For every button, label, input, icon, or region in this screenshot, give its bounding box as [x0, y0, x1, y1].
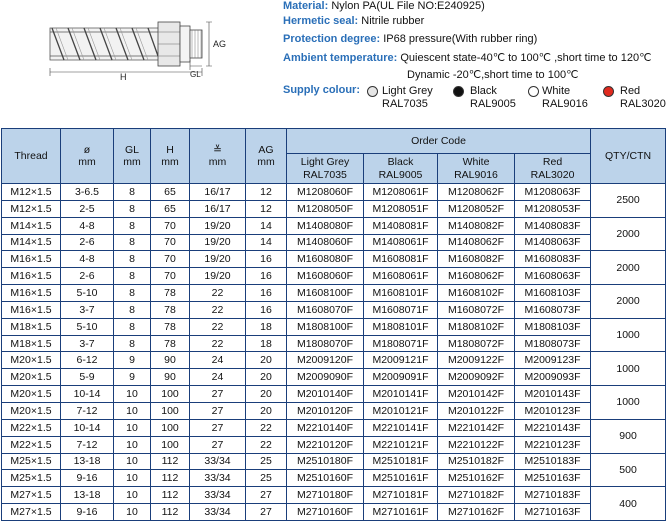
table-row: [2, 285, 666, 302]
product-spec-header: [0, 0, 667, 128]
cell-code-red: M2710163F: [515, 504, 591, 521]
cell-gl: 8: [114, 234, 151, 251]
cell-code-white: M1608072F: [438, 301, 515, 318]
table-row: [2, 369, 666, 386]
colour-code-light-grey: RAL7035: [382, 98, 428, 110]
cell-ag: 20: [246, 369, 287, 386]
cell-gl: 10: [114, 402, 151, 419]
spec-seal: [283, 15, 424, 27]
cell-code-light-grey: M2010120F: [287, 402, 364, 419]
spec-value: Dynamic -20℃,short time to 100℃: [407, 69, 579, 81]
cell-code-red: M1808103F: [515, 318, 591, 335]
cell-h: 70: [151, 251, 190, 268]
cell-ag: 20: [246, 402, 287, 419]
cell-wrench-size: 22: [190, 318, 246, 335]
spec-label: Ambient temperature:: [283, 52, 398, 64]
cell-h: 112: [151, 504, 190, 521]
header-label: White: [462, 155, 490, 168]
cell-thread: M14×1.5: [2, 217, 61, 234]
cell-gl: 10: [114, 487, 151, 504]
cell-cable-range: 2-6: [61, 268, 114, 285]
cell-wrench-size: 27: [190, 436, 246, 453]
header-label: Light Grey: [300, 155, 350, 168]
cell-h: 90: [151, 352, 190, 369]
cell-code-white: M2210142F: [438, 419, 515, 436]
table-row: [2, 217, 666, 234]
cell-code-light-grey: M1608070F: [287, 301, 364, 318]
cell-code-light-grey: M2710180F: [287, 487, 364, 504]
header-label: H: [166, 144, 174, 156]
colour-code-white: RAL9016: [542, 98, 588, 110]
table-row: [2, 234, 666, 251]
cell-code-white: M1608082F: [438, 251, 515, 268]
cell-code-light-grey: M1608100F: [287, 285, 364, 302]
cell-cable-range: 5-10: [61, 285, 114, 302]
cell-code-white: M1808102F: [438, 318, 515, 335]
spec-label: Material:: [283, 0, 329, 12]
colour-name-light-grey: Light Grey: [382, 85, 433, 97]
cell-code-black: M1408061F: [364, 234, 438, 251]
cell-code-red: M1608083F: [515, 251, 591, 268]
cell-thread: M27×1.5: [2, 487, 61, 504]
header-thread: Thread: [2, 129, 61, 184]
table-row: [2, 184, 666, 201]
cell-code-light-grey: M2510160F: [287, 470, 364, 487]
cell-wrench-size: 27: [190, 419, 246, 436]
cell-code-light-grey: M2009120F: [287, 352, 364, 369]
cell-code-white: M1208052F: [438, 200, 515, 217]
header-wrench: [190, 129, 246, 184]
cell-code-black: M1608071F: [364, 301, 438, 318]
cell-code-black: M2510161F: [364, 470, 438, 487]
cell-code-red: M1208053F: [515, 200, 591, 217]
header-light-grey: [287, 154, 364, 184]
table-row: [2, 419, 666, 436]
header-ag: [246, 129, 287, 184]
cell-gl: 10: [114, 419, 151, 436]
cell-code-white: M2510182F: [438, 453, 515, 470]
cell-qty-ctn: 1000: [591, 386, 666, 420]
cell-ag: 25: [246, 470, 287, 487]
cell-code-white: M2010122F: [438, 402, 515, 419]
colour-name-black: Black: [470, 85, 497, 97]
cell-wrench-size: 33/34: [190, 470, 246, 487]
header-code: RAL7035: [303, 168, 347, 181]
cell-code-light-grey: M2009090F: [287, 369, 364, 386]
cell-cable-range: 3-7: [61, 301, 114, 318]
cell-code-black: M2510181F: [364, 453, 438, 470]
cell-cable-range: 7-12: [61, 402, 114, 419]
cell-code-light-grey: M2710160F: [287, 504, 364, 521]
cell-cable-range: 4-8: [61, 251, 114, 268]
cell-code-white: M1408082F: [438, 217, 515, 234]
cell-h: 78: [151, 318, 190, 335]
header-label: AG: [258, 144, 274, 156]
cell-code-black: M2010121F: [364, 402, 438, 419]
cell-code-light-grey: M1208050F: [287, 200, 364, 217]
cell-code-black: M1808071F: [364, 335, 438, 352]
cell-code-white: M1208062F: [438, 184, 515, 201]
cell-code-black: M2710181F: [364, 487, 438, 504]
cell-code-red: M1608103F: [515, 285, 591, 302]
cell-gl: 8: [114, 251, 151, 268]
cell-gl: 9: [114, 369, 151, 386]
cell-code-white: M2009122F: [438, 352, 515, 369]
spec-value: IP68 pressure(With rubber ring): [383, 33, 538, 45]
cell-code-red: M2710183F: [515, 487, 591, 504]
cell-wrench-size: 16/17: [190, 184, 246, 201]
cell-thread: M22×1.5: [2, 419, 61, 436]
cell-thread: M25×1.5: [2, 470, 61, 487]
spec-value: Quiescent state-40℃ to 100℃ ,short time to 120℃: [400, 52, 652, 64]
cell-h: 112: [151, 487, 190, 504]
cell-thread: M20×1.5: [2, 386, 61, 403]
cell-thread: M16×1.5: [2, 251, 61, 268]
cell-code-red: M2210143F: [515, 419, 591, 436]
table-row: [2, 386, 666, 403]
cell-code-black: M1808101F: [364, 318, 438, 335]
cell-ag: 20: [246, 352, 287, 369]
cell-h: 78: [151, 335, 190, 352]
cell-qty-ctn: 400: [591, 487, 666, 521]
cell-code-white: M2710182F: [438, 487, 515, 504]
cell-gl: 8: [114, 301, 151, 318]
cell-wrench-size: 27: [190, 386, 246, 403]
cell-wrench-size: 24: [190, 369, 246, 386]
header-label: Red: [542, 155, 563, 168]
cell-code-light-grey: M2210120F: [287, 436, 364, 453]
header-white: [438, 154, 515, 184]
cell-qty-ctn: 500: [591, 453, 666, 487]
cell-thread: M18×1.5: [2, 335, 61, 352]
table-row: [2, 436, 666, 453]
header-h: [151, 129, 190, 184]
cell-cable-range: 9-16: [61, 504, 114, 521]
table-row: [2, 470, 666, 487]
cell-code-black: M2210141F: [364, 419, 438, 436]
cell-gl: 8: [114, 268, 151, 285]
cell-code-light-grey: M1408080F: [287, 217, 364, 234]
cell-ag: 12: [246, 200, 287, 217]
cell-code-black: M2210121F: [364, 436, 438, 453]
cell-thread: M22×1.5: [2, 436, 61, 453]
cell-h: 90: [151, 369, 190, 386]
cell-code-red: M2510163F: [515, 470, 591, 487]
cell-h: 78: [151, 285, 190, 302]
cell-code-black: M1608101F: [364, 285, 438, 302]
cell-code-white: M1608102F: [438, 285, 515, 302]
cell-code-light-grey: M1208060F: [287, 184, 364, 201]
cell-code-light-grey: M2010140F: [287, 386, 364, 403]
cell-cable-range: 9-16: [61, 470, 114, 487]
cell-code-light-grey: M1608060F: [287, 268, 364, 285]
cell-gl: 10: [114, 504, 151, 521]
header-order-code: Order Code: [287, 129, 591, 154]
cell-cable-range: 5-10: [61, 318, 114, 335]
cell-wrench-size: 19/20: [190, 268, 246, 285]
spec-value: Nitrile rubber: [361, 15, 425, 27]
spec-protection: [283, 33, 537, 45]
cell-thread: M20×1.5: [2, 352, 61, 369]
cell-ag: 22: [246, 436, 287, 453]
cell-code-white: M1608062F: [438, 268, 515, 285]
cell-code-white: M2210122F: [438, 436, 515, 453]
colour-swatch-red: [603, 86, 614, 97]
cell-code-red: M2010123F: [515, 402, 591, 419]
table-row: [2, 251, 666, 268]
header-label: Black: [387, 155, 414, 168]
cell-thread: M25×1.5: [2, 453, 61, 470]
cell-wrench-size: 33/34: [190, 487, 246, 504]
cell-wrench-size: 16/17: [190, 200, 246, 217]
diameter-icon: ø: [83, 144, 91, 156]
cell-code-red: M1408083F: [515, 217, 591, 234]
cell-cable-range: 4-8: [61, 217, 114, 234]
cell-wrench-size: 33/34: [190, 504, 246, 521]
cell-ag: 12: [246, 184, 287, 201]
cell-h: 70: [151, 268, 190, 285]
cell-ag: 27: [246, 487, 287, 504]
cell-code-white: M2009092F: [438, 369, 515, 386]
cell-h: 70: [151, 217, 190, 234]
cell-thread: M20×1.5: [2, 402, 61, 419]
cell-code-red: M2009093F: [515, 369, 591, 386]
cell-code-light-grey: M1608080F: [287, 251, 364, 268]
cell-ag: 18: [246, 318, 287, 335]
cell-thread: M16×1.5: [2, 301, 61, 318]
cell-code-black: M1408081F: [364, 217, 438, 234]
cell-cable-range: 6-12: [61, 352, 114, 369]
cell-thread: M16×1.5: [2, 268, 61, 285]
table-row: [2, 504, 666, 521]
cell-ag: 16: [246, 268, 287, 285]
cell-qty-ctn: 1000: [591, 352, 666, 386]
header-red: [515, 154, 591, 184]
cell-ag: 27: [246, 504, 287, 521]
spec-ambient-dynamic: [407, 68, 578, 81]
table-row: [2, 487, 666, 504]
cell-thread: M16×1.5: [2, 285, 61, 302]
cell-gl: 8: [114, 335, 151, 352]
cell-wrench-size: 22: [190, 285, 246, 302]
cell-code-black: M2710161F: [364, 504, 438, 521]
cell-gl: 8: [114, 184, 151, 201]
colour-code-red: RAL3020: [620, 98, 666, 110]
cell-h: 70: [151, 234, 190, 251]
cell-gl: 8: [114, 217, 151, 234]
cell-code-black: M1208051F: [364, 200, 438, 217]
cell-wrench-size: 33/34: [190, 453, 246, 470]
cell-cable-range: 13-18: [61, 487, 114, 504]
cell-ag: 16: [246, 251, 287, 268]
cell-h: 100: [151, 419, 190, 436]
cell-code-red: M2210123F: [515, 436, 591, 453]
h-dim-label: H: [120, 72, 127, 80]
cell-thread: M18×1.5: [2, 318, 61, 335]
header-black: [364, 154, 438, 184]
cell-code-white: M1408062F: [438, 234, 515, 251]
cell-h: 78: [151, 301, 190, 318]
cell-code-light-grey: M1408060F: [287, 234, 364, 251]
cell-ag: 25: [246, 453, 287, 470]
cell-code-black: M1208061F: [364, 184, 438, 201]
colour-name-white: White: [542, 85, 571, 97]
cell-gl: 10: [114, 453, 151, 470]
cell-cable-range: 7-12: [61, 436, 114, 453]
cell-h: 65: [151, 184, 190, 201]
header-diameter: [61, 129, 114, 184]
spec-material: [283, 0, 485, 12]
header-unit: mm: [257, 156, 275, 168]
cell-code-black: M1608061F: [364, 268, 438, 285]
header-gl: [114, 129, 151, 184]
cell-cable-range: 10-14: [61, 386, 114, 403]
cell-code-white: M2510162F: [438, 470, 515, 487]
colour-swatch-black: [453, 86, 464, 97]
cell-qty-ctn: 2000: [591, 217, 666, 251]
cell-code-light-grey: M1808070F: [287, 335, 364, 352]
cell-code-white: M2010142F: [438, 386, 515, 403]
cell-ag: 22: [246, 419, 287, 436]
header-unit: mm: [123, 156, 141, 168]
table-row: [2, 352, 666, 369]
cell-code-light-grey: M1808100F: [287, 318, 364, 335]
header-unit: mm: [161, 156, 179, 168]
cell-h: 65: [151, 200, 190, 217]
header-unit: mm: [208, 156, 227, 168]
cell-wrench-size: 27: [190, 402, 246, 419]
cell-h: 100: [151, 436, 190, 453]
cell-qty-ctn: 2000: [591, 251, 666, 285]
cell-cable-range: 10-14: [61, 419, 114, 436]
header-code: RAL9016: [454, 168, 498, 181]
spec-label: Hermetic seal:: [283, 15, 359, 27]
colour-swatch-white: [528, 86, 539, 97]
header-code: RAL3020: [530, 168, 575, 181]
order-code-rows: [2, 184, 666, 521]
cell-qty-ctn: 900: [591, 419, 666, 453]
cell-ag: 20: [246, 386, 287, 403]
cell-h: 100: [151, 386, 190, 403]
cell-code-red: M1608063F: [515, 268, 591, 285]
cell-code-black: M2009121F: [364, 352, 438, 369]
cell-wrench-size: 19/20: [190, 234, 246, 251]
cell-qty-ctn: 2000: [591, 285, 666, 319]
cell-code-black: M2010141F: [364, 386, 438, 403]
cell-code-light-grey: M2210140F: [287, 419, 364, 436]
table-row: [2, 318, 666, 335]
cell-gl: 8: [114, 200, 151, 217]
order-code-table: [1, 128, 666, 521]
cell-cable-range: 2-5: [61, 200, 114, 217]
cell-code-black: M1608081F: [364, 251, 438, 268]
cell-qty-ctn: 2500: [591, 184, 666, 218]
header-label: GL: [124, 144, 139, 156]
colour-name-red: Red: [620, 85, 641, 97]
cell-code-light-grey: M2510180F: [287, 453, 364, 470]
cell-code-red: M1608073F: [515, 301, 591, 318]
cell-wrench-size: 19/20: [190, 217, 246, 234]
supply-colour-label: Supply colour:: [283, 84, 360, 96]
cell-cable-range: 2-6: [61, 234, 114, 251]
colour-code-black: RAL9005: [470, 98, 516, 110]
table-row: [2, 335, 666, 352]
cell-ag: 16: [246, 301, 287, 318]
table-row: [2, 200, 666, 217]
cell-code-red: M2510183F: [515, 453, 591, 470]
spec-value: Nylon PA(UL File NO:E240925): [331, 0, 485, 12]
cell-cable-range: 3-7: [61, 335, 114, 352]
colour-swatch-light-grey: [367, 86, 378, 97]
cell-thread: M20×1.5: [2, 369, 61, 386]
cell-wrench-size: 19/20: [190, 251, 246, 268]
cell-wrench-size: 22: [190, 335, 246, 352]
ag-dim-label: AG: [213, 39, 227, 49]
cell-gl: 8: [114, 285, 151, 302]
cell-h: 100: [151, 402, 190, 419]
table-row: [2, 301, 666, 318]
cell-code-white: M1808072F: [438, 335, 515, 352]
cell-qty-ctn: 1000: [591, 318, 666, 352]
header-code: RAL9005: [378, 168, 423, 181]
cell-thread: M12×1.5: [2, 200, 61, 217]
cell-code-red: M2010143F: [515, 386, 591, 403]
table-row: [2, 268, 666, 285]
cell-thread: M14×1.5: [2, 234, 61, 251]
cell-ag: 14: [246, 234, 287, 251]
cell-ag: 14: [246, 217, 287, 234]
cell-h: 112: [151, 470, 190, 487]
cell-gl: 10: [114, 470, 151, 487]
cell-gl: 10: [114, 386, 151, 403]
header-qty: QTY/CTN: [591, 129, 666, 184]
cell-gl: 10: [114, 436, 151, 453]
spec-label: Protection degree:: [283, 33, 381, 45]
cell-cable-range: 3-6.5: [61, 184, 114, 201]
cell-cable-range: 5-9: [61, 369, 114, 386]
cell-code-red: M1808073F: [515, 335, 591, 352]
cell-h: 112: [151, 453, 190, 470]
spec-ambient: [283, 51, 651, 64]
cell-code-white: M2710162F: [438, 504, 515, 521]
cell-code-red: M1408063F: [515, 234, 591, 251]
cell-gl: 9: [114, 352, 151, 369]
wrench-size-icon: ≚: [213, 144, 222, 156]
cell-thread: M12×1.5: [2, 184, 61, 201]
cell-wrench-size: 24: [190, 352, 246, 369]
table-row: [2, 453, 666, 470]
gl-dim-label: GL: [190, 70, 201, 79]
cell-wrench-size: 22: [190, 301, 246, 318]
cable-gland-drawing: [30, 10, 230, 80]
cell-code-red: M1208063F: [515, 184, 591, 201]
cell-cable-range: 13-18: [61, 453, 114, 470]
cell-gl: 8: [114, 318, 151, 335]
cell-code-red: M2009123F: [515, 352, 591, 369]
header-unit: mm: [78, 156, 96, 168]
cell-thread: M27×1.5: [2, 504, 61, 521]
table-row: [2, 402, 666, 419]
cell-ag: 16: [246, 285, 287, 302]
cell-code-black: M2009091F: [364, 369, 438, 386]
cell-ag: 18: [246, 335, 287, 352]
